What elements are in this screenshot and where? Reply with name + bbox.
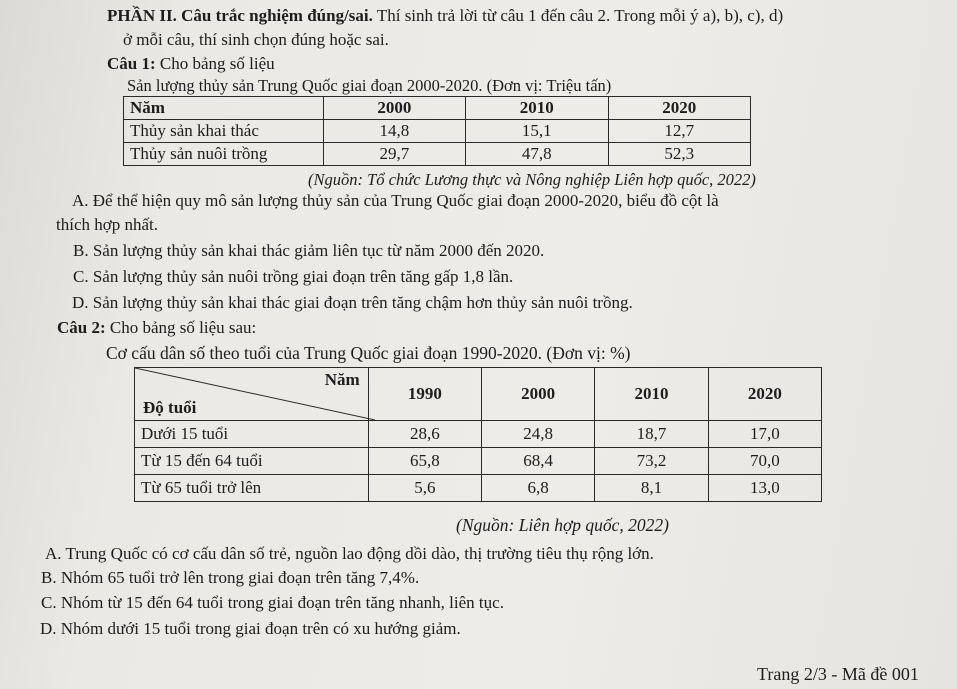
table-cell: 24,8 — [482, 421, 595, 448]
table-row — [124, 143, 751, 166]
q1-source: (Nguồn: Tổ chức Lương thực và Nông nghiệp Liên hợp quốc, 2022) — [308, 170, 756, 189]
q2-header-cell: 2020 — [708, 368, 821, 421]
q2-option-a: A. Trung Quốc có cơ cấu dân số trẻ, nguồn lao động dồi dào, thị trường tiêu thụ rộng lớn. — [45, 544, 654, 563]
q2-header-cell: 1990 — [368, 368, 481, 421]
q2-corner-cell — [135, 368, 369, 421]
table-row — [135, 421, 822, 448]
table-cell: 68,4 — [482, 448, 595, 475]
table-cell: 14,8 — [323, 120, 465, 143]
q1-option-c: C. Sản lượng thủy sản nuôi trồng giai đoạn trên tăng gấp 1,8 lần. — [73, 267, 514, 286]
q2-option-c: C. Nhóm từ 15 đến 64 tuổi trong giai đoạn trên tăng nhanh, liên tục. — [41, 593, 504, 612]
q1-table-header — [124, 97, 751, 120]
q2-table-title: Cơ cấu dân số theo tuổi của Trung Quốc giai đoạn 1990-2020. (Đơn vị: %) — [106, 343, 631, 363]
page-footer: Trang 2/3 - Mã đề 001 — [757, 664, 919, 684]
table-cell: 29,7 — [323, 143, 465, 166]
q2-row-label: Từ 15 đến 64 tuổi — [135, 448, 369, 475]
q2-corner-age: Độ tuổi — [143, 398, 197, 417]
q2-table — [134, 367, 822, 502]
part-title: PHẦN II. Câu trắc nghiệm đúng/sai. — [107, 6, 373, 25]
table-cell: 65,8 — [368, 448, 481, 475]
q2-option-b: B. Nhóm 65 tuổi trở lên trong giai đoạn trên tăng 7,4%. — [41, 568, 420, 587]
part-heading — [107, 6, 783, 26]
table-cell: 17,0 — [708, 421, 821, 448]
table-cell: 8,1 — [595, 475, 708, 502]
q1-header-cell: 2000 — [323, 97, 465, 120]
table-cell: 5,6 — [368, 475, 481, 502]
q2-row-label: Từ 65 tuổi trở lên — [135, 475, 369, 502]
q2-source: (Nguồn: Liên hợp quốc, 2022) — [456, 515, 669, 535]
q1-label: Câu 1: — [107, 54, 156, 73]
table-cell: 28,6 — [368, 421, 481, 448]
table-cell: 13,0 — [708, 475, 821, 502]
q2-row-label: Dưới 15 tuổi — [135, 421, 369, 448]
q1-option-d: D. Sản lượng thủy sản khai thác giai đoạn trên tăng chậm hơn thủy sản nuôi trồng. — [72, 293, 633, 312]
q2-header-cell: 2000 — [482, 368, 595, 421]
q1-row-label: Thủy sản khai thác — [124, 120, 324, 143]
q2-label: Câu 2: — [57, 318, 106, 337]
q2-table-header — [135, 368, 822, 421]
table-cell: 52,3 — [608, 143, 750, 166]
q1-option-a-cont: thích hợp nhất. — [56, 215, 158, 234]
table-cell: 6,8 — [482, 475, 595, 502]
q1-table — [123, 96, 751, 166]
part-instruction: Thí sinh trả lời từ câu 1 đến câu 2. Trong mỗi ý a), b), c), d) — [372, 6, 784, 25]
q1-option-b: B. Sản lượng thủy sản khai thác giảm liên tục từ năm 2000 đến 2020. — [73, 241, 545, 260]
part-instruction-2: ở mỗi câu, thí sinh chọn đúng hoặc sai. — [123, 30, 389, 49]
q1-header-cell: Năm — [124, 97, 324, 120]
q1-table-title: Sản lượng thủy sản Trung Quốc giai đoạn 2000-2020. (Đơn vị: Triệu tấn) — [127, 76, 612, 95]
table-row — [135, 475, 822, 502]
q2-text: Cho bảng số liệu sau: — [105, 318, 257, 337]
table-cell: 70,0 — [708, 448, 821, 475]
q1-row-label: Thủy sản nuôi trồng — [124, 143, 324, 166]
table-row — [124, 120, 751, 143]
table-cell: 47,8 — [466, 143, 608, 166]
q2-option-d: D. Nhóm dưới 15 tuổi trong giai đoạn trên có xu hướng giảm. — [40, 619, 461, 638]
q1-option-a: A. Để thể hiện quy mô sản lượng thủy sản của Trung Quốc giai đoạn 2000-2020, biểu đồ cột là — [72, 191, 719, 210]
table-row — [135, 448, 822, 475]
q1-text: Cho bảng số liệu — [155, 54, 275, 73]
q2-heading — [57, 318, 256, 338]
table-cell: 15,1 — [466, 120, 608, 143]
table-cell: 12,7 — [608, 120, 750, 143]
q1-header-cell: 2010 — [466, 97, 608, 120]
q1-header-cell: 2020 — [608, 97, 750, 120]
q2-corner-year: Năm — [324, 370, 360, 389]
q1-heading — [107, 54, 275, 74]
q2-header-cell: 2010 — [595, 368, 708, 421]
table-cell: 18,7 — [595, 421, 708, 448]
table-cell: 73,2 — [595, 448, 708, 475]
